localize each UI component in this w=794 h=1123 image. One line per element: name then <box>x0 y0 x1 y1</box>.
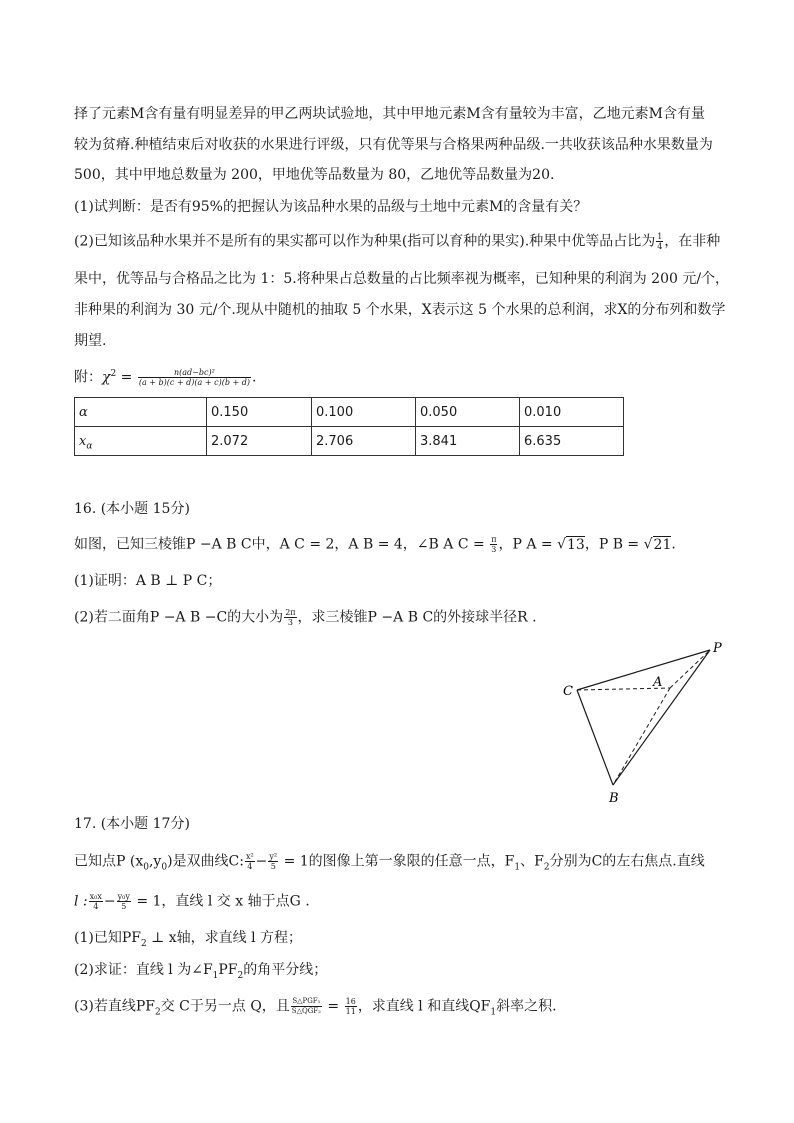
table-cell: 0.150 <box>207 398 312 427</box>
critical-value-table <box>74 397 624 456</box>
tetrahedron-figure <box>555 640 735 810</box>
q15-part-2-line-1: (2)已知该品种水果并不是所有的果实都可以作为种果(指可以育种的果实).种果中优等品占比为 $\frac{1}{4}$ ，在非种 <box>74 232 721 251</box>
area-ratio-fraction: $\frac{\text{S△PGF₁}}{\text{S△QGF₂}}$ <box>291 997 321 1015</box>
table-cell: 6.635 <box>520 427 624 456</box>
dihedral-angle-fraction: $\frac{2\pi}{3}$ <box>285 608 296 627</box>
q15-part-2-line-4: 期望. <box>74 333 107 349</box>
q17-stem-line-2: l : $\frac{\text{x₀x}}{4}$ − $\frac{\text{y₀y}}{5}$ = 1，直线 l 交 x 轴于点G . <box>74 892 310 911</box>
q15-appendix: 附：$\chi^2$ = $\frac{\text{n(ad−bc)²}}{(a + b)(c + d)(a + c)(b + d)}$ . <box>74 368 257 387</box>
table-cell: 0.010 <box>520 398 624 427</box>
q16-part-1: (1)证明：A B ⊥ P C； <box>74 573 222 589</box>
table-cell: α <box>75 398 207 427</box>
q17-stem-line-1: 已知点P $(x_0,y_0)$是双曲线C: $\frac{\text{x²}}{4}$ − $\frac{\text{y²}}{5}$ = 1的图像上第一象限的任意一点，$F_1$、$F_2$分别为C的左右焦点.直线 <box>74 852 705 873</box>
table-cell: 3.841 <box>416 427 520 456</box>
q16-part-2: (2)若二面角P −A B −C的大小为 $\frac{2\pi}{3}$ ，求三棱锥P −A B C的外接球半径R . <box>74 608 537 627</box>
label-c: C <box>563 684 573 699</box>
line-term-y: $\frac{\text{y₀y}}{5}$ <box>117 892 130 911</box>
q16-stem: 如图，已知三棱锥P −A B C中，A C = 2，A B = 4，∠B A C = $\frac{\pi}{3}$ ，P A = √13，P B = √21. <box>74 535 676 554</box>
q17-heading: 17. (本小题 17分) <box>74 816 190 832</box>
fraction-one-quarter: $\frac{1}{4}$ <box>657 232 663 251</box>
q17-part-3: (3)若直线$PF_2$交 C于另一点 Q，且 $\frac{\text{S△PGF₁}}{\text{S△QGF₂}}$ = $\frac{16}{11}$ ，求直线 l 和直线$QF_1$斜率之积. <box>74 997 557 1018</box>
table-row <box>75 427 624 456</box>
edge-pb <box>613 650 710 785</box>
edge-ab-hidden <box>613 688 670 785</box>
hyperbola-term-y: $\frac{\text{y²}}{5}$ <box>269 852 278 871</box>
chi-square-formula: $\frac{\text{n(ad−bc)²}}{(a + b)(c + d)(a + c)(b + d)}$ <box>138 368 250 387</box>
q17-part-1: (1)已知$PF_2$ ⊥ x轴，求直线 l 方程； <box>74 930 303 949</box>
q15-part-1: (1)试判断：是否有95%的把握认为该品种水果的品级与土地中元素M的含量有关？ <box>74 199 588 215</box>
table-cell: $x_\alpha$ <box>75 427 207 456</box>
q15-part-2-line-3: 非种果的利润为 30 元/个.现从中随机的抽取 5 个水果，X表示这 5 个水果的总利润，求X的分布列和数学 <box>74 302 726 318</box>
q15-line-1: 择了元素M含有量有明显差异的甲乙两块试验地，其中甲地元素M含有量较为丰富，乙地元素M含有量 <box>74 106 706 122</box>
edge-cb <box>577 690 613 785</box>
table-cell: 0.050 <box>416 398 520 427</box>
q16-heading: 16. (本小题 15分) <box>74 501 190 517</box>
table-cell: 2.072 <box>207 427 312 456</box>
label-p: P <box>713 641 722 656</box>
label-b: B <box>609 791 619 806</box>
table-row <box>75 398 624 427</box>
ratio-value-fraction: $\frac{16}{11}$ <box>345 997 356 1016</box>
line-term-x: $\frac{\text{x₀x}}{4}$ <box>89 892 102 911</box>
q15-part-2-line-2: 果中，优等品与合格品之比为 1：5.将种果占总数量的占比频率视为概率，已知种果的利润为 200 元/个， <box>74 271 730 287</box>
table-cell: 0.100 <box>312 398 416 427</box>
edge-cp <box>577 650 710 690</box>
table-cell: 2.706 <box>312 427 416 456</box>
label-a: A <box>653 675 663 690</box>
angle-fraction: $\frac{\pi}{3}$ <box>491 535 497 554</box>
q15-line-3: 500，其中甲地总数量为 200，甲地优等品数量为 80，乙地优等品数量为20. <box>74 167 555 183</box>
hyperbola-term-x: $\frac{\text{x²}}{4}$ <box>245 852 254 871</box>
q17-part-2: (2)求证：直线 l 为$\angle F_1PF_2$的角平分线； <box>74 962 328 981</box>
q15-line-2: 较为贫瘠.种植结束后对收获的水果进行评级，只有优等果与合格果两种品级.一共收获该品种水果数量为 <box>74 137 713 153</box>
